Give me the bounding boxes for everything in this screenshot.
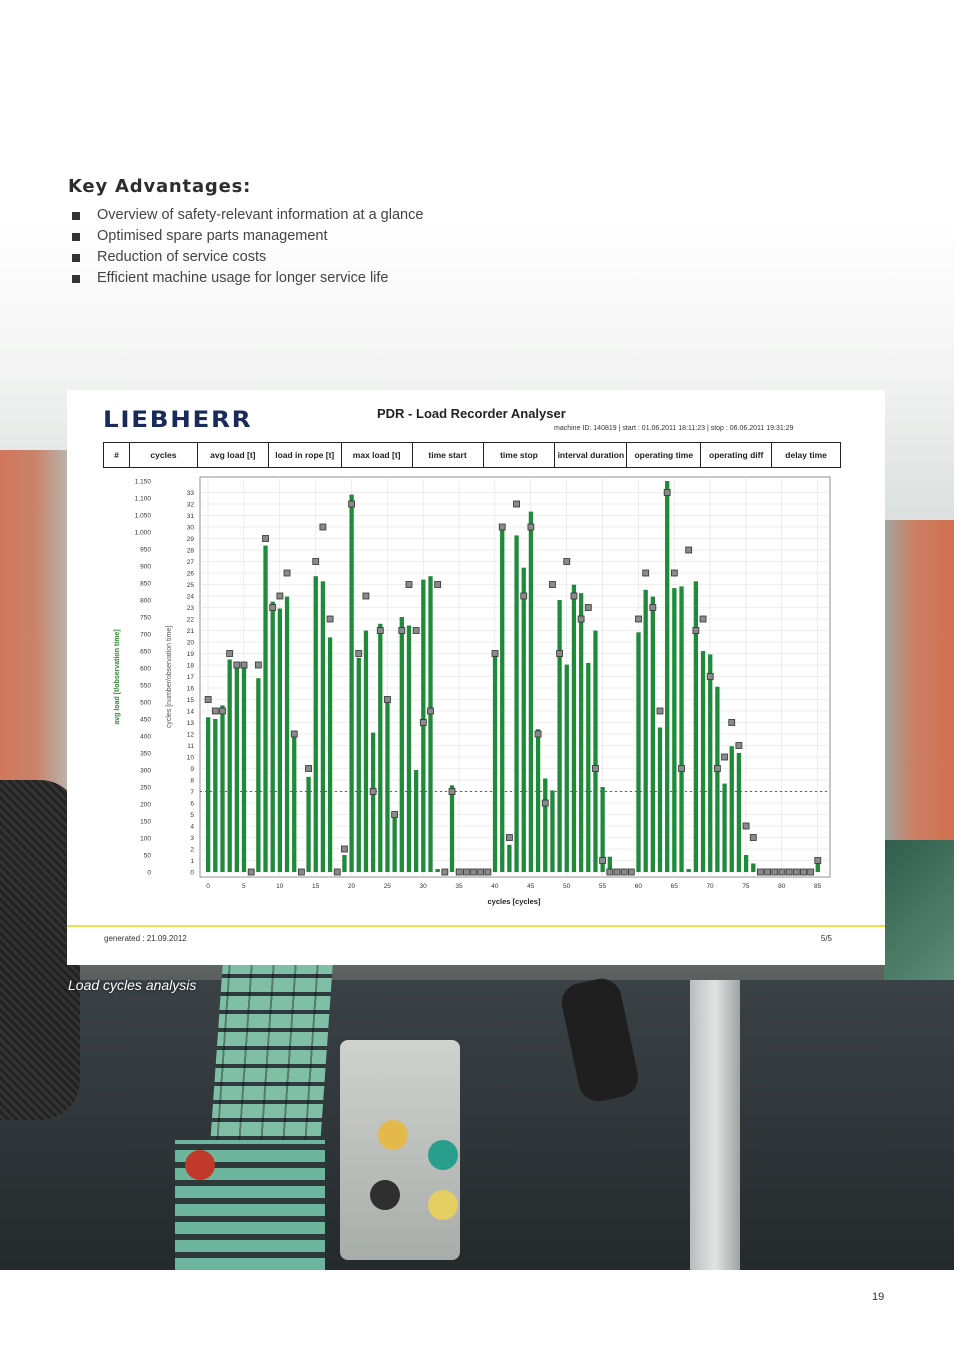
- cycle-marker: [549, 582, 555, 588]
- y-right-tick-label: 22: [186, 616, 194, 624]
- bar: [235, 665, 239, 872]
- x-tick-label: 45: [527, 883, 535, 890]
- square-bullet-icon: [72, 254, 80, 262]
- cycle-marker: [327, 616, 333, 622]
- liebherr-logo: LIEBHERR: [103, 408, 253, 433]
- tab-max-load[interactable]: max load [t]: [342, 443, 413, 467]
- cycle-marker: [492, 651, 498, 657]
- y-left-tick-label: 800: [140, 597, 151, 605]
- tab-delay-time[interactable]: delay time: [785, 449, 827, 460]
- cycle-marker: [478, 869, 484, 875]
- bar: [658, 728, 662, 873]
- bar: [271, 602, 275, 872]
- y-right-tick-label: 1: [190, 858, 194, 865]
- y-right-tick-label: 3: [190, 835, 194, 842]
- y-axis-label-right: cycles [number/observation time]: [166, 625, 173, 729]
- cycle-marker: [736, 743, 742, 749]
- cycle-marker: [341, 846, 347, 852]
- bar: [557, 600, 561, 872]
- cycle-marker: [270, 605, 276, 611]
- x-tick-label: 40: [491, 883, 499, 890]
- generated-date: generated : 21.09.2012: [104, 934, 187, 943]
- cycle-marker: [363, 593, 369, 599]
- y-right-tick-label: 5: [190, 812, 194, 819]
- x-tick-label: 15: [311, 883, 320, 890]
- list-item: Efficient machine usage for longer service life: [70, 268, 423, 289]
- cycle-marker: [277, 593, 283, 599]
- cycle-marker: [463, 869, 469, 875]
- y-left-tick-label: 300: [140, 767, 151, 775]
- bar: [428, 576, 432, 872]
- light-button-icon: [428, 1190, 458, 1220]
- bar: [263, 546, 267, 872]
- y-right-tick-label: 25: [186, 582, 194, 589]
- bar: [593, 631, 597, 872]
- cycle-marker: [427, 708, 433, 714]
- y-right-tick-label: 21: [186, 628, 194, 635]
- report-meta: machine ID: 140819 | start : 01.06.2011 18:11:23 | stop : 06.06.2011 19:31:29: [554, 425, 794, 432]
- y-right-tick-label: 7: [190, 789, 194, 796]
- bar: [572, 585, 576, 872]
- cycle-marker: [585, 605, 591, 611]
- bar: [378, 624, 382, 872]
- bar: [701, 651, 705, 872]
- x-tick-label: 65: [670, 883, 678, 890]
- cycle-marker: [298, 869, 304, 875]
- cycle-marker: [757, 869, 763, 875]
- y-right-tick-label: 31: [186, 513, 194, 520]
- cycle-marker: [621, 869, 627, 875]
- y-right-tick-label: 27: [186, 559, 194, 566]
- y-right-tick-label: 19: [186, 651, 194, 658]
- cycle-marker: [635, 616, 641, 622]
- bar: [349, 495, 353, 872]
- cab-beam: [690, 980, 740, 1270]
- y-right-tick-label: 26: [186, 570, 194, 578]
- cycle-marker: [349, 501, 355, 507]
- bar: [292, 731, 296, 872]
- cycle-marker: [291, 731, 297, 737]
- cycle-marker: [449, 789, 455, 795]
- tab-operating-diff[interactable]: operating diff: [701, 443, 772, 467]
- joystick-panel: [340, 1040, 460, 1260]
- cycle-marker: [772, 869, 778, 875]
- bar: [213, 719, 217, 872]
- bar: [228, 660, 232, 873]
- emergency-stop-icon: [185, 1150, 215, 1180]
- cycle-marker: [406, 582, 412, 588]
- cycle-marker: [607, 869, 613, 875]
- cycle-marker: [564, 559, 570, 565]
- tab-avg-load[interactable]: avg load [t]: [198, 443, 269, 467]
- x-tick-label: 25: [383, 883, 391, 890]
- y-right-tick-label: 24: [186, 593, 194, 601]
- cycle-marker: [743, 823, 749, 829]
- load-cycles-chart: [67, 390, 885, 925]
- cycle-marker: [664, 490, 670, 496]
- cycle-marker: [485, 869, 491, 875]
- bar: [514, 535, 518, 872]
- cycle-marker: [592, 766, 598, 772]
- x-tick-label: 70: [706, 883, 714, 890]
- bar: [493, 651, 497, 872]
- bar: [385, 697, 389, 872]
- cycle-marker: [320, 524, 326, 530]
- bar: [507, 845, 511, 872]
- cycle-marker: [729, 720, 735, 726]
- cycle-marker: [750, 835, 756, 841]
- bar: [328, 637, 332, 872]
- cycle-marker: [628, 869, 634, 875]
- bar: [371, 733, 375, 872]
- square-bullet-icon: [72, 233, 80, 241]
- square-bullet-icon: [72, 212, 80, 220]
- cycle-marker: [793, 869, 799, 875]
- tab-operating-time[interactable]: operating time: [627, 443, 701, 467]
- cycle-marker: [542, 800, 548, 806]
- x-tick-label: 60: [634, 883, 642, 890]
- y-right-tick-label: 4: [190, 823, 194, 831]
- tab-load-in-rope[interactable]: load in rope [t]: [269, 443, 342, 467]
- bar: [565, 665, 569, 872]
- cycle-marker: [442, 869, 448, 875]
- bar: [314, 576, 318, 872]
- y-right-tick-label: 29: [186, 536, 194, 543]
- bar: [407, 626, 411, 873]
- bar: [529, 512, 533, 872]
- y-left-tick-label: 150: [140, 818, 151, 826]
- cycle-marker: [227, 651, 233, 657]
- y-left-tick-label: 750: [140, 614, 151, 622]
- cycle-marker: [219, 708, 225, 714]
- cycle-marker: [370, 789, 376, 795]
- y-left-tick-label: 900: [140, 563, 151, 571]
- cycle-marker: [334, 869, 340, 875]
- bar: [364, 631, 368, 872]
- y-right-tick-label: 32: [186, 501, 194, 509]
- y-right-tick-label: 14: [186, 708, 194, 716]
- y-right-tick-label: 11: [187, 743, 194, 750]
- cycle-marker: [765, 869, 771, 875]
- x-tick-label: 85: [814, 883, 822, 890]
- bar: [414, 770, 418, 872]
- y-right-tick-label: 17: [186, 674, 194, 681]
- cycle-marker: [306, 766, 312, 772]
- y-right-tick-label: 23: [186, 605, 194, 612]
- cycle-marker: [356, 651, 362, 657]
- cycle-marker: [234, 662, 240, 668]
- bar: [278, 609, 282, 873]
- bar: [730, 746, 734, 872]
- list-item: Reduction of service costs: [70, 247, 423, 268]
- cycle-marker: [392, 812, 398, 818]
- teal-button-icon: [428, 1140, 458, 1170]
- y-right-tick-label: 20: [186, 639, 194, 647]
- bar: [256, 678, 260, 872]
- cycle-marker: [578, 616, 584, 622]
- cycle-marker: [700, 616, 706, 622]
- y-right-tick-label: 13: [186, 720, 194, 727]
- y-right-tick-label: 30: [186, 524, 194, 532]
- tab-interval-duration[interactable]: interval duration: [555, 443, 627, 467]
- bar: [694, 581, 698, 872]
- x-tick-label: 0: [206, 883, 210, 890]
- y-right-tick-label: 10: [186, 754, 194, 762]
- cycle-marker: [679, 766, 685, 772]
- x-tick-label: 35: [455, 883, 463, 890]
- bar: [392, 813, 396, 873]
- x-axis-label: cycles [cycles]: [487, 897, 541, 906]
- bar: [744, 855, 748, 872]
- y-left-tick-label: 450: [140, 716, 151, 724]
- load-recorder-report: [67, 390, 885, 965]
- cab-window-strip: [884, 840, 954, 980]
- y-right-tick-label: 12: [186, 731, 194, 739]
- cycle-marker: [514, 501, 520, 507]
- cycle-marker: [284, 570, 290, 576]
- x-tick-label: 30: [419, 883, 427, 890]
- cycle-marker: [413, 628, 419, 634]
- tab-time-stop[interactable]: time stop: [484, 443, 556, 467]
- cycle-marker: [241, 662, 247, 668]
- cycle-marker: [506, 835, 512, 841]
- cycle-marker: [212, 708, 218, 714]
- bar: [536, 729, 540, 872]
- y-right-tick-label: 33: [186, 490, 194, 497]
- bar: [285, 597, 289, 872]
- cycle-marker: [471, 869, 477, 875]
- cycle-marker: [614, 869, 620, 875]
- bar: [651, 597, 655, 872]
- bar: [321, 581, 325, 872]
- y-right-tick-label: 8: [190, 777, 194, 785]
- bar: [436, 869, 440, 872]
- bar: [586, 663, 590, 872]
- y-right-tick-label: 6: [190, 800, 194, 808]
- square-bullet-icon: [72, 275, 80, 283]
- cycle-marker: [693, 628, 699, 634]
- y-left-tick-label: 1.050: [134, 512, 151, 520]
- bar: [500, 525, 504, 872]
- y-left-tick-label: 700: [140, 631, 151, 639]
- bar: [672, 588, 676, 872]
- bar: [722, 784, 726, 872]
- y-right-tick-label: 16: [186, 685, 194, 693]
- y-left-tick-label: 650: [140, 648, 151, 656]
- x-tick-label: 5: [242, 883, 246, 890]
- bar: [206, 717, 210, 872]
- y-left-tick-label: 250: [140, 784, 151, 792]
- cycle-marker: [456, 869, 462, 875]
- cycle-marker: [600, 858, 606, 864]
- cab-frame-left: [0, 450, 70, 810]
- bar: [579, 593, 583, 872]
- cycle-marker: [800, 869, 806, 875]
- bar: [665, 481, 669, 872]
- cycle-marker: [313, 559, 319, 565]
- bar: [242, 665, 246, 872]
- bar: [522, 568, 526, 872]
- y-left-tick-label: 350: [140, 750, 151, 758]
- cycle-marker: [786, 869, 792, 875]
- yellow-button-icon: [378, 1120, 408, 1150]
- cycle-marker: [571, 593, 577, 599]
- bar: [450, 785, 454, 872]
- list-item: Overview of safety-relevant information at a glance: [70, 205, 423, 226]
- y-left-tick-label: 600: [140, 665, 151, 673]
- footer-rule: [67, 925, 885, 927]
- y-left-tick-label: 1.000: [134, 529, 151, 537]
- y-left-tick-label: 100: [140, 835, 151, 843]
- x-tick-label: 80: [778, 883, 786, 890]
- bar: [220, 705, 224, 872]
- cycle-marker: [657, 708, 663, 714]
- bar: [306, 777, 310, 872]
- x-tick-label: 55: [598, 883, 607, 890]
- cycle-marker: [435, 582, 441, 588]
- cycle-marker: [263, 536, 269, 542]
- cycle-marker: [707, 674, 713, 680]
- cycle-marker: [686, 547, 692, 553]
- cycle-marker: [399, 628, 405, 634]
- bar: [636, 632, 640, 872]
- cycle-marker: [714, 766, 720, 772]
- bar: [751, 864, 755, 873]
- cycle-marker: [255, 662, 261, 668]
- y-right-tick-label: 18: [186, 662, 194, 670]
- x-tick-label: 10: [276, 883, 284, 890]
- y-right-tick-label: 28: [186, 547, 194, 555]
- bar: [708, 654, 712, 872]
- y-left-tick-label: 400: [140, 733, 151, 741]
- tab-number[interactable]: #: [104, 443, 130, 467]
- cycle-marker: [779, 869, 785, 875]
- y-left-tick-label: 1.100: [134, 495, 151, 503]
- y-axis-label-left: avg load [t/observation time]: [114, 629, 121, 725]
- cycle-marker: [499, 524, 505, 530]
- x-tick-label: 20: [347, 883, 356, 890]
- report-page-count: 5/5: [820, 934, 832, 943]
- cycle-marker: [248, 869, 254, 875]
- y-left-tick-label: 1.150: [134, 478, 151, 486]
- y-right-tick-label: 2: [190, 846, 194, 854]
- cycle-marker: [535, 731, 541, 737]
- bar: [550, 790, 554, 872]
- cycle-marker: [650, 605, 656, 611]
- cycle-marker: [377, 628, 383, 634]
- y-left-tick-label: 850: [140, 580, 151, 588]
- selector-knob-icon: [370, 1180, 400, 1210]
- cab-floor: [0, 980, 954, 1270]
- cycle-marker: [671, 570, 677, 576]
- cycle-marker: [808, 869, 814, 875]
- cycle-marker: [420, 720, 426, 726]
- cycle-marker: [815, 858, 821, 864]
- bar: [737, 753, 741, 872]
- y-left-tick-label: 550: [140, 682, 151, 690]
- bar: [400, 617, 404, 872]
- y-right-tick-label: 9: [190, 766, 194, 773]
- page-number: 19: [872, 1291, 885, 1303]
- report-title: PDR - Load Recorder Analyser: [377, 406, 566, 421]
- y-right-tick-label: 0: [190, 869, 194, 877]
- y-right-tick-label: 15: [186, 697, 194, 704]
- x-tick-label: 75: [742, 883, 750, 890]
- bar: [687, 869, 691, 872]
- cycle-marker: [643, 570, 649, 576]
- cycle-marker: [205, 697, 211, 703]
- bar: [357, 658, 361, 872]
- cycle-marker: [384, 697, 390, 703]
- bar: [644, 590, 648, 872]
- y-left-tick-label: 500: [140, 699, 151, 707]
- bar: [342, 855, 346, 872]
- y-left-tick-label: 0: [147, 869, 151, 877]
- cycle-marker: [557, 651, 563, 657]
- bar: [679, 586, 683, 872]
- cycle-marker: [528, 524, 534, 530]
- bar: [543, 779, 547, 873]
- y-left-tick-label: 950: [140, 546, 151, 554]
- photo-caption: Load cycles analysis: [68, 977, 197, 993]
- tab-cycles[interactable]: cycles: [130, 443, 198, 467]
- bar: [715, 687, 719, 872]
- key-advantages-title: Key Advantages:: [68, 176, 252, 197]
- y-left-tick-label: 200: [140, 801, 151, 809]
- list-item: Optimised spare parts management: [70, 226, 423, 247]
- tab-time-start[interactable]: time start: [413, 443, 484, 467]
- cycle-marker: [521, 593, 527, 599]
- key-advantages-list: [70, 205, 423, 289]
- y-left-tick-label: 50: [143, 852, 151, 860]
- cycle-marker: [722, 754, 728, 760]
- x-tick-label: 50: [563, 883, 571, 890]
